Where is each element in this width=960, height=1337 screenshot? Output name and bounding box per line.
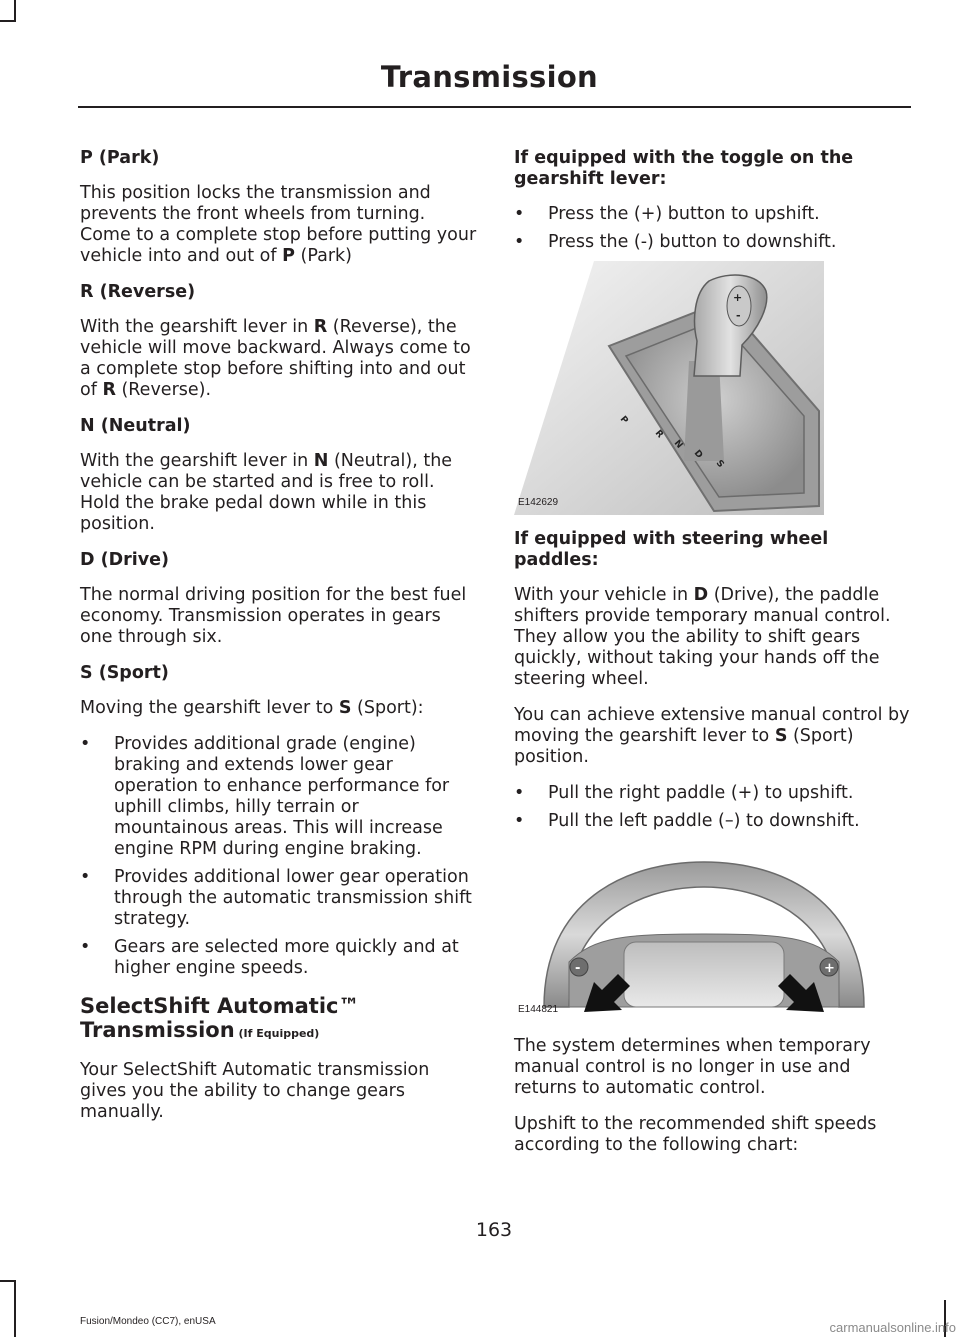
- park-paragraph: [80, 183, 478, 267]
- manual-text-a: You can achieve extensive manual control by moving the gearshift lever to: [514, 705, 910, 746]
- sport-letter: S: [774, 726, 788, 746]
- drive-letter: D: [693, 585, 709, 605]
- gearshift-lever-figure: [514, 261, 824, 515]
- steering-wheel-illustration: [514, 842, 884, 1022]
- figure-code: E142629: [518, 497, 559, 508]
- reverse-letter: R: [102, 380, 116, 400]
- gear-p-label: P: [617, 414, 630, 426]
- list-item: • Press the (-) button to downshift.: [514, 232, 912, 253]
- sport-paragraph: [80, 698, 478, 719]
- park-letter: P: [282, 246, 295, 266]
- gear-d-label: D: [691, 448, 705, 461]
- neutral-text-b: (Neutral), the vehicle can be started and is free to roll. Hold the brake pedal down while in this position.: [80, 451, 453, 534]
- list-item: • Pull the left paddle (–) to downshift.: [514, 811, 912, 832]
- drive-paragraph: The normal driving position for the best fuel economy. Transmission operates in gears one through six.: [80, 585, 467, 647]
- system-paragraph: The system determines when temporary manual control is no longer in use and returns to automatic control.: [514, 1036, 871, 1098]
- sport-text-a: Moving the gearshift lever to: [80, 698, 339, 718]
- neutral-heading: N (Neutral): [80, 416, 191, 436]
- paddles-paragraph: [514, 585, 912, 690]
- watermark: carmanualsonline.info: [829, 1320, 956, 1335]
- figure-code: E144821: [518, 1004, 559, 1015]
- reverse-heading: R (Reverse): [80, 282, 196, 302]
- reverse-text-c: (Reverse).: [115, 380, 212, 400]
- reverse-letter: R: [313, 317, 328, 337]
- park-heading: P (Park): [80, 148, 160, 168]
- toggle-heading: If equipped with the toggle on the gearshift lever:: [514, 148, 854, 189]
- crop-mark: [14, 1280, 16, 1337]
- reverse-paragraph: [80, 317, 478, 401]
- left-column: [80, 148, 478, 1138]
- gear-n-label: N: [671, 438, 685, 451]
- crop-mark: [0, 20, 16, 22]
- list-item: • Pull the right paddle (+) to upshift.: [514, 783, 912, 804]
- paddles-text-b: (Drive), the paddle shifters provide temporary manual control. They allow you the ability to shift gears quickly, without taking your hands off the steering wheel.: [514, 585, 891, 689]
- neutral-letter: N: [313, 451, 329, 471]
- right-column: [514, 148, 912, 1171]
- sport-text-b: (Sport):: [351, 698, 424, 718]
- paddles-heading: If equipped with steering wheel paddles:: [514, 529, 829, 570]
- selectshift-paragraph: Your SelectShift Automatic transmission gives you the ability to change gears manually.: [80, 1060, 430, 1122]
- crop-mark: [14, 0, 16, 20]
- paddles-text-a: With your vehicle in: [514, 585, 694, 605]
- selectshift-heading: [80, 994, 478, 1046]
- neutral-text-a: With the gearshift lever in: [80, 451, 314, 471]
- park-suffix: (Park): [294, 246, 352, 266]
- reverse-text-b: (Reverse), the vehicle will move backward. Always come to a complete stop before shifting into and out of: [80, 317, 471, 400]
- gear-s-label: S: [713, 458, 726, 470]
- reverse-text-a: With the gearshift lever in: [80, 317, 314, 337]
- document-id: Fusion/Mondeo (CC7), enUSA: [80, 1316, 216, 1327]
- crop-mark: [0, 1280, 16, 1282]
- toggle-bullet-list: [514, 204, 912, 253]
- page-title: Transmission: [380, 60, 598, 94]
- list-item: • Provides additional grade (engine) braking and extends lower gear operation to enhance performance for uphill climbs, hilly terrain or mountainous areas. This will increase engine RPM during engine braking.: [80, 734, 478, 860]
- list-item: • Provides additional lower gear operation through the automatic transmission shift strategy.: [80, 867, 478, 930]
- header-divider: [78, 106, 911, 108]
- sport-heading: S (Sport): [80, 663, 169, 683]
- steering-wheel-figure: [514, 842, 884, 1022]
- manual-text-b: (Sport) position.: [514, 726, 854, 767]
- manual-paragraph: [514, 705, 912, 768]
- gearshift-lever-illustration: [514, 261, 824, 515]
- list-item: • Press the (+) button to upshift.: [514, 204, 912, 225]
- plus-paddle-label: +: [824, 961, 835, 976]
- plus-label: +: [733, 291, 743, 304]
- page-number: 163: [475, 1219, 513, 1241]
- park-text: This position locks the transmission and prevents the front wheels from turning. Come to a complete stop before putting your vehicle into and out of: [80, 183, 477, 266]
- if-equipped-note: (If Equipped): [234, 1027, 320, 1040]
- sport-bullet-list: [80, 734, 478, 979]
- gear-r-label: R: [652, 428, 665, 441]
- paddle-bullet-list: [514, 783, 912, 832]
- minus-label: -: [736, 309, 741, 322]
- list-item: • Gears are selected more quickly and at higher engine speeds.: [80, 937, 478, 979]
- selectshift-title: SelectShift Automatic™ Transmission: [80, 994, 360, 1042]
- drive-heading: D (Drive): [80, 550, 170, 570]
- neutral-paragraph: [80, 451, 478, 535]
- minus-paddle-label: -: [575, 961, 581, 976]
- upshift-paragraph: Upshift to the recommended shift speeds according to the following chart:: [514, 1114, 877, 1155]
- sport-letter: S: [338, 698, 352, 718]
